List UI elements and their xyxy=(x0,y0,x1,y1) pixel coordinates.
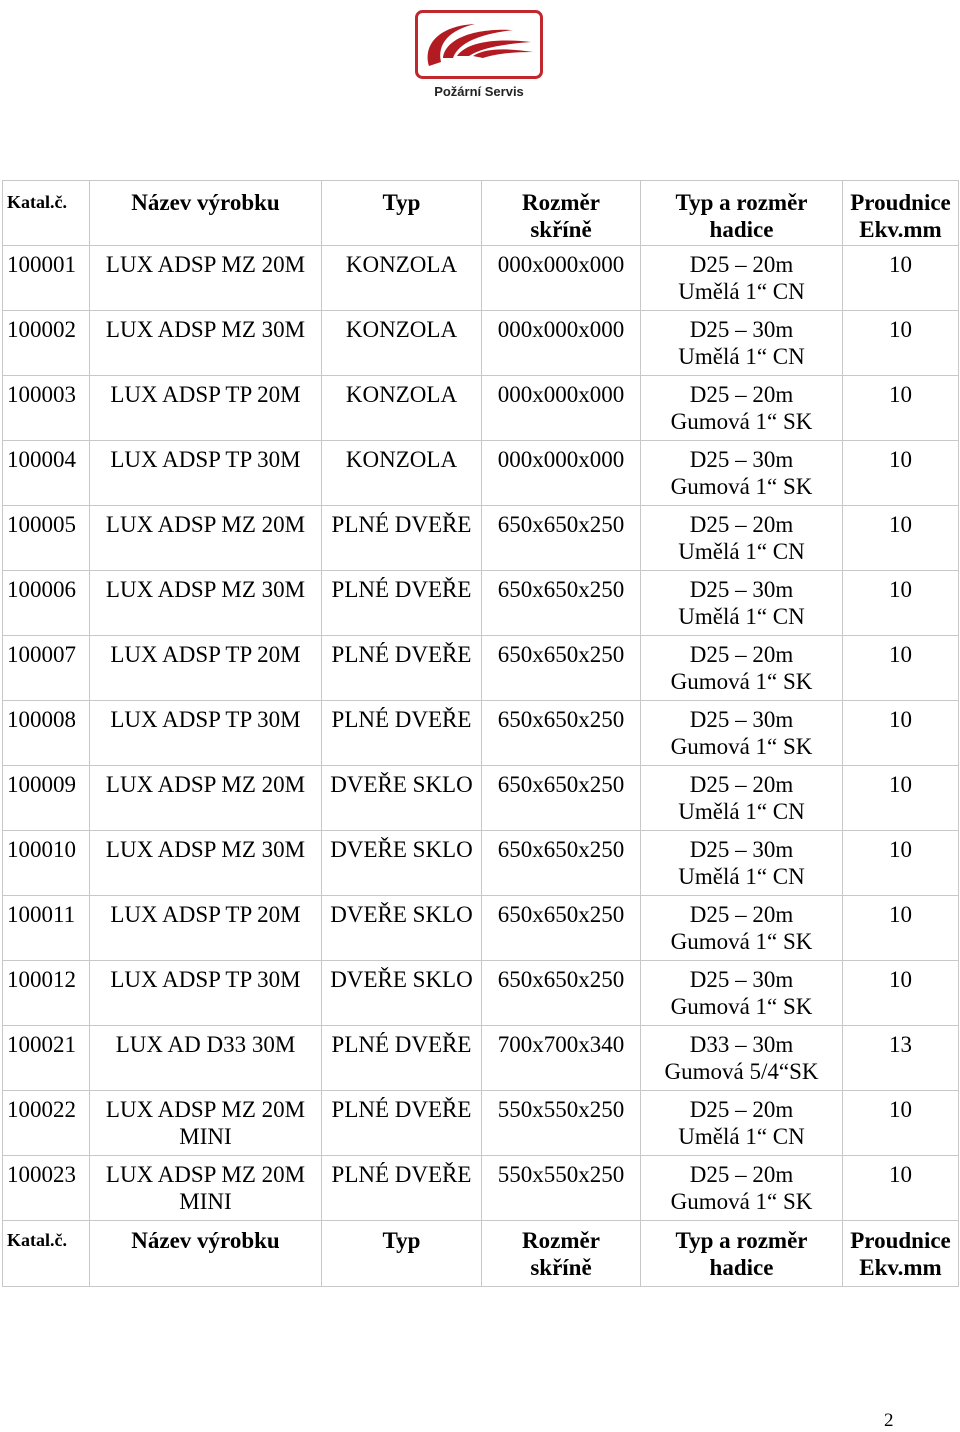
cell-hose xyxy=(641,571,843,636)
cell-catalog-number: 100004 xyxy=(3,441,90,506)
table-row xyxy=(3,831,959,896)
cell-product-name-line1: LUX ADSP MZ 20M xyxy=(105,252,306,277)
header-cabinet-size xyxy=(482,181,641,246)
header-hose-line2: hadice xyxy=(709,217,774,242)
cell-nozzle: 10 xyxy=(843,636,959,701)
cell-nozzle: 10 xyxy=(843,961,959,1026)
cell-cabinet-size: 000x000x000 xyxy=(482,441,641,506)
cell-product-name xyxy=(90,1156,322,1221)
table-row xyxy=(3,896,959,961)
cell-type: DVEŘE SKLO xyxy=(322,896,482,961)
cell-product-name xyxy=(90,571,322,636)
footer-header-nozzle-line1: Proudnice xyxy=(850,1228,951,1253)
table-row xyxy=(3,1091,959,1156)
cell-type: PLNÉ DVEŘE xyxy=(322,1156,482,1221)
cell-hose-line2: Umělá 1“ CN xyxy=(678,799,805,824)
header-hose xyxy=(641,181,843,246)
cell-product-name-line2: MINI xyxy=(179,1189,232,1214)
product-table xyxy=(2,180,959,1287)
cell-catalog-number: 100010 xyxy=(3,831,90,896)
cell-cabinet-size: 650x650x250 xyxy=(482,961,641,1026)
cell-type: KONZOLA xyxy=(322,246,482,311)
header-nozzle-line1: Proudnice xyxy=(850,190,951,215)
cell-hose-line2: Gumová 5/4“SK xyxy=(664,1059,819,1084)
cell-catalog-number: 100005 xyxy=(3,506,90,571)
cell-hose-line2: Umělá 1“ CN xyxy=(678,279,805,304)
cell-hose xyxy=(641,311,843,376)
cell-nozzle: 10 xyxy=(843,506,959,571)
cell-hose-line2: Gumová 1“ SK xyxy=(670,994,813,1019)
cell-nozzle: 10 xyxy=(843,246,959,311)
footer-header-cabinet-size-line1: Rozměr xyxy=(522,1228,600,1253)
header-nozzle-line2: Ekv.mm xyxy=(859,217,942,242)
cell-hose xyxy=(641,1026,843,1091)
cell-hose-line2: Gumová 1“ SK xyxy=(670,409,813,434)
cell-product-name-line1: LUX ADSP TP 20M xyxy=(110,642,301,667)
cell-type: KONZOLA xyxy=(322,376,482,441)
cell-catalog-number: 100008 xyxy=(3,701,90,766)
cell-hose-line1: D25 – 30m xyxy=(689,447,794,472)
cell-cabinet-size: 650x650x250 xyxy=(482,831,641,896)
cell-cabinet-size: 000x000x000 xyxy=(482,376,641,441)
cell-hose-line1: D25 – 20m xyxy=(689,382,794,407)
cell-hose xyxy=(641,766,843,831)
table-body xyxy=(3,246,959,1221)
header-product-name: Název výrobku xyxy=(90,181,322,246)
cell-hose xyxy=(641,506,843,571)
table-row xyxy=(3,1026,959,1091)
cell-hose-line1: D25 – 20m xyxy=(689,252,794,277)
cell-product-name xyxy=(90,766,322,831)
cell-product-name-line1: LUX ADSP MZ 20M xyxy=(105,772,306,797)
cell-hose-line1: D25 – 20m xyxy=(689,1162,794,1187)
cell-hose-line2: Umělá 1“ CN xyxy=(678,539,805,564)
cell-hose xyxy=(641,636,843,701)
cell-nozzle: 13 xyxy=(843,1026,959,1091)
cell-hose xyxy=(641,376,843,441)
cell-product-name-line1: LUX ADSP MZ 20M xyxy=(105,1162,306,1187)
cell-product-name xyxy=(90,311,322,376)
cell-hose xyxy=(641,701,843,766)
cell-product-name xyxy=(90,506,322,571)
footer-header-hose-line1: Typ a rozměr xyxy=(675,1228,808,1253)
cell-product-name-line1: LUX ADSP TP 20M xyxy=(110,902,301,927)
cell-type: DVEŘE SKLO xyxy=(322,831,482,896)
cell-product-name-line2: MINI xyxy=(179,1124,232,1149)
cell-hose-line1: D25 – 30m xyxy=(689,317,794,342)
cell-catalog-number: 100023 xyxy=(3,1156,90,1221)
cell-type: PLNÉ DVEŘE xyxy=(322,506,482,571)
header-cabinet-size-line1: Rozměr xyxy=(522,190,600,215)
cell-catalog-number: 100001 xyxy=(3,246,90,311)
cell-catalog-number: 100009 xyxy=(3,766,90,831)
cell-cabinet-size: 650x650x250 xyxy=(482,701,641,766)
table-row xyxy=(3,571,959,636)
cell-catalog-number: 100006 xyxy=(3,571,90,636)
header-catalog-number: Katal.č. xyxy=(3,181,90,246)
cell-product-name xyxy=(90,1091,322,1156)
cell-nozzle: 10 xyxy=(843,766,959,831)
table-row xyxy=(3,376,959,441)
cell-product-name xyxy=(90,376,322,441)
cell-hose xyxy=(641,246,843,311)
table-row xyxy=(3,246,959,311)
cell-catalog-number: 100002 xyxy=(3,311,90,376)
cell-product-name xyxy=(90,636,322,701)
cell-type: DVEŘE SKLO xyxy=(322,766,482,831)
cell-type: DVEŘE SKLO xyxy=(322,961,482,1026)
footer-header-type: Typ xyxy=(322,1221,482,1287)
cell-catalog-number: 100012 xyxy=(3,961,90,1026)
cell-hose-line2: Umělá 1“ CN xyxy=(678,864,805,889)
cell-hose-line1: D25 – 30m xyxy=(689,707,794,732)
cell-product-name-line1: LUX ADSP MZ 20M xyxy=(105,512,306,537)
cell-cabinet-size: 700x700x340 xyxy=(482,1026,641,1091)
cell-product-name xyxy=(90,441,322,506)
cell-cabinet-size: 650x650x250 xyxy=(482,506,641,571)
header-hose-line1: Typ a rozměr xyxy=(675,190,808,215)
cell-product-name-line1: LUX ADSP MZ 20M xyxy=(105,1097,306,1122)
table-row xyxy=(3,311,959,376)
cell-hose xyxy=(641,441,843,506)
footer-header-hose-line2: hadice xyxy=(709,1255,774,1280)
cell-hose-line2: Umělá 1“ CN xyxy=(678,604,805,629)
cell-product-name-line1: LUX ADSP MZ 30M xyxy=(105,577,306,602)
cell-nozzle: 10 xyxy=(843,896,959,961)
cell-cabinet-size: 650x650x250 xyxy=(482,636,641,701)
cell-catalog-number: 100021 xyxy=(3,1026,90,1091)
header-nozzle xyxy=(843,181,959,246)
cell-hose-line1: D25 – 20m xyxy=(689,1097,794,1122)
cell-cabinet-size: 000x000x000 xyxy=(482,246,641,311)
cell-nozzle: 10 xyxy=(843,441,959,506)
table-row xyxy=(3,441,959,506)
cell-type: PLNÉ DVEŘE xyxy=(322,571,482,636)
company-logo xyxy=(415,10,543,100)
logo-text: Požární Servis xyxy=(434,84,524,99)
cell-hose-line2: Umělá 1“ CN xyxy=(678,344,805,369)
cell-hose-line1: D25 – 20m xyxy=(689,902,794,927)
cell-cabinet-size: 550x550x250 xyxy=(482,1156,641,1221)
table-row xyxy=(3,1156,959,1221)
footer-header-nozzle-line2: Ekv.mm xyxy=(859,1255,942,1280)
cell-product-name xyxy=(90,701,322,766)
page-number: 2 xyxy=(884,1410,894,1431)
cell-hose-line2: Gumová 1“ SK xyxy=(670,929,813,954)
cell-nozzle: 10 xyxy=(843,311,959,376)
cell-type: PLNÉ DVEŘE xyxy=(322,1026,482,1091)
cell-product-name xyxy=(90,831,322,896)
table-footer-header-row xyxy=(3,1221,959,1287)
header-cabinet-size-line2: skříně xyxy=(530,217,592,242)
cell-product-name-line1: LUX ADSP TP 30M xyxy=(110,447,301,472)
cell-cabinet-size: 650x650x250 xyxy=(482,766,641,831)
cell-hose-line1: D25 – 20m xyxy=(689,772,794,797)
cell-hose-line1: D25 – 20m xyxy=(689,512,794,537)
cell-nozzle: 10 xyxy=(843,1156,959,1221)
cell-product-name-line1: LUX ADSP TP 30M xyxy=(110,707,301,732)
footer-header-hose xyxy=(641,1221,843,1287)
cell-hose-line1: D25 – 30m xyxy=(689,967,794,992)
table-row xyxy=(3,961,959,1026)
cell-type: PLNÉ DVEŘE xyxy=(322,636,482,701)
cell-hose-line1: D25 – 20m xyxy=(689,642,794,667)
cell-hose xyxy=(641,961,843,1026)
cell-hose-line2: Umělá 1“ CN xyxy=(678,1124,805,1149)
cell-cabinet-size: 550x550x250 xyxy=(482,1091,641,1156)
cell-nozzle: 10 xyxy=(843,831,959,896)
cell-hose-line2: Gumová 1“ SK xyxy=(670,734,813,759)
header-type: Typ xyxy=(322,181,482,246)
footer-header-catalog-number: Katal.č. xyxy=(3,1221,90,1287)
logo-graphic xyxy=(415,10,543,100)
cell-product-name xyxy=(90,1026,322,1091)
table-row xyxy=(3,636,959,701)
table-header-row xyxy=(3,181,959,246)
cell-catalog-number: 100003 xyxy=(3,376,90,441)
cell-type: KONZOLA xyxy=(322,441,482,506)
cell-product-name xyxy=(90,246,322,311)
cell-hose xyxy=(641,896,843,961)
cell-product-name-line1: LUX ADSP TP 30M xyxy=(110,967,301,992)
table-row xyxy=(3,701,959,766)
table-row xyxy=(3,766,959,831)
cell-nozzle: 10 xyxy=(843,1091,959,1156)
table-row xyxy=(3,506,959,571)
footer-header-product-name: Název výrobku xyxy=(90,1221,322,1287)
cell-hose-line2: Gumová 1“ SK xyxy=(670,669,813,694)
cell-nozzle: 10 xyxy=(843,571,959,636)
cell-hose-line1: D25 – 30m xyxy=(689,577,794,602)
footer-header-cabinet-size xyxy=(482,1221,641,1287)
cell-product-name-line1: LUX ADSP MZ 30M xyxy=(105,837,306,862)
cell-hose-line1: D33 – 30m xyxy=(689,1032,794,1057)
footer-header-cabinet-size-line2: skříně xyxy=(530,1255,592,1280)
cell-hose-line2: Gumová 1“ SK xyxy=(670,474,813,499)
cell-product-name xyxy=(90,961,322,1026)
cell-hose xyxy=(641,1156,843,1221)
cell-nozzle: 10 xyxy=(843,376,959,441)
cell-product-name-line1: LUX AD D33 30M xyxy=(115,1032,296,1057)
footer-header-nozzle xyxy=(843,1221,959,1287)
cell-catalog-number: 100011 xyxy=(3,896,90,961)
cell-type: KONZOLA xyxy=(322,311,482,376)
cell-hose-line2: Gumová 1“ SK xyxy=(670,1189,813,1214)
cell-catalog-number: 100022 xyxy=(3,1091,90,1156)
cell-type: PLNÉ DVEŘE xyxy=(322,701,482,766)
cell-hose xyxy=(641,831,843,896)
cell-product-name xyxy=(90,896,322,961)
cell-hose-line1: D25 – 30m xyxy=(689,837,794,862)
cell-catalog-number: 100007 xyxy=(3,636,90,701)
cell-cabinet-size: 650x650x250 xyxy=(482,896,641,961)
cell-nozzle: 10 xyxy=(843,701,959,766)
cell-type: PLNÉ DVEŘE xyxy=(322,1091,482,1156)
cell-product-name-line1: LUX ADSP TP 20M xyxy=(110,382,301,407)
cell-cabinet-size: 650x650x250 xyxy=(482,571,641,636)
cell-cabinet-size: 000x000x000 xyxy=(482,311,641,376)
cell-hose xyxy=(641,1091,843,1156)
cell-product-name-line1: LUX ADSP MZ 30M xyxy=(105,317,306,342)
